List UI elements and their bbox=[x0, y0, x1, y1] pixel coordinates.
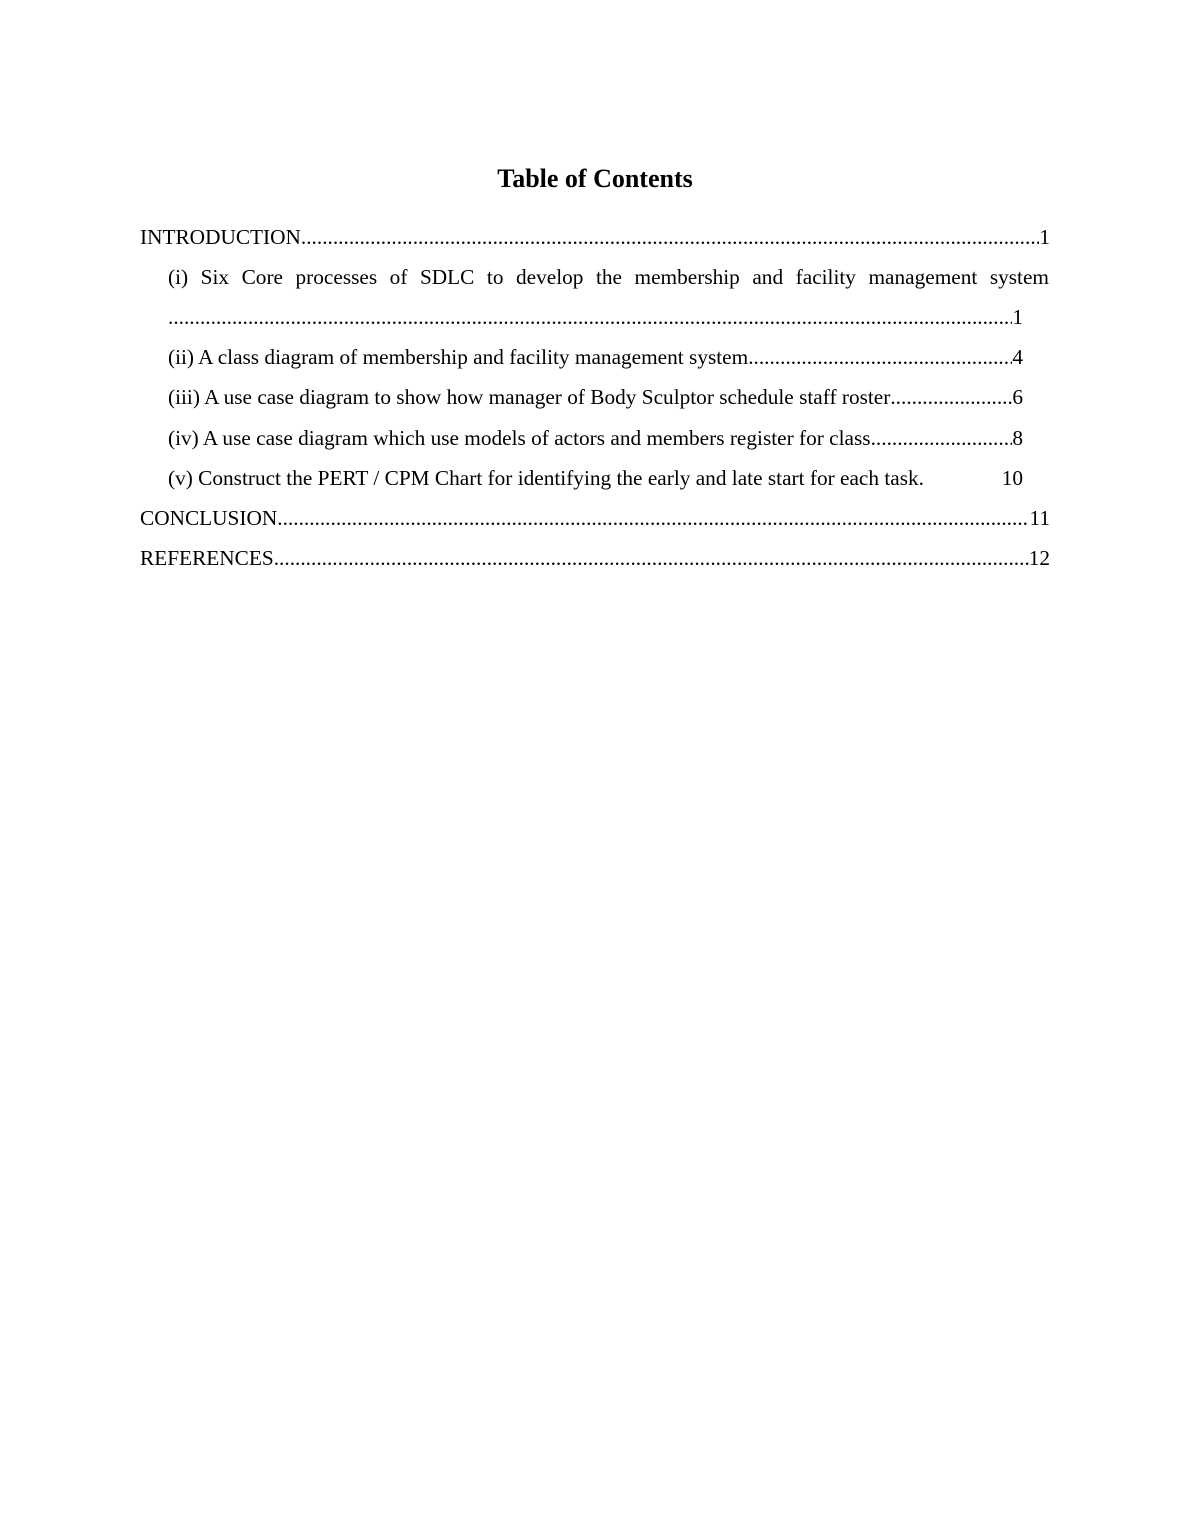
dot-leader bbox=[277, 503, 1029, 533]
toc-entry-page-number: 11 bbox=[1029, 506, 1050, 530]
toc-entry-page-number: 10 bbox=[1001, 466, 1023, 490]
toc-entry-pert-cpm-chart[interactable] bbox=[168, 463, 1023, 493]
toc-entry-page-number: 1 bbox=[1012, 305, 1023, 329]
dot-leader bbox=[890, 382, 1012, 412]
toc-entry-sdlc-processes[interactable] bbox=[168, 262, 1049, 292]
toc-entry-page-number: 4 bbox=[1012, 345, 1023, 369]
toc-entry-label: CONCLUSION bbox=[140, 506, 278, 530]
toc-entry-label: REFERENCES bbox=[140, 546, 274, 570]
toc-entry-label: (i) Six Core processes of SDLC to develop the membership and facility management system bbox=[168, 265, 1049, 289]
toc-entry-conclusion[interactable] bbox=[140, 503, 1050, 533]
toc-entry-page-number: 1 bbox=[1039, 225, 1050, 249]
page-title: Table of Contents bbox=[497, 164, 693, 193]
toc-entry-label: (ii) A class diagram of membership and facility management system bbox=[168, 345, 749, 369]
dot-leader bbox=[748, 342, 1012, 372]
toc-entry-register-class-use-case[interactable] bbox=[168, 423, 1023, 453]
toc-entry-label: INTRODUCTION bbox=[140, 225, 301, 249]
toc-entry-page-number: 12 bbox=[1028, 546, 1050, 570]
toc-entry-page-number: 6 bbox=[1012, 385, 1023, 409]
dot-leader bbox=[274, 543, 1029, 573]
toc-entry-class-diagram[interactable] bbox=[168, 342, 1023, 372]
toc-entry-label: (iii) A use case diagram to show how manager of Body Sculptor schedule staff roster bbox=[168, 385, 891, 409]
toc-entry-staff-roster-use-case[interactable] bbox=[168, 382, 1023, 412]
dot-leader bbox=[871, 423, 1013, 453]
toc-entry-page-number: 8 bbox=[1012, 426, 1023, 450]
toc-entry-sdlc-processes-leader-line[interactable] bbox=[168, 302, 1023, 332]
dot-leader bbox=[168, 302, 1012, 332]
dot-leader bbox=[301, 222, 1039, 252]
toc-entry-label: (iv) A use case diagram which use models of actors and members register for class bbox=[168, 426, 871, 450]
toc-entry-references[interactable] bbox=[140, 543, 1050, 573]
toc-entry-introduction[interactable] bbox=[140, 222, 1050, 252]
toc-entry-label: (v) Construct the PERT / CPM Chart for identifying the early and late start for each task. bbox=[168, 466, 924, 490]
